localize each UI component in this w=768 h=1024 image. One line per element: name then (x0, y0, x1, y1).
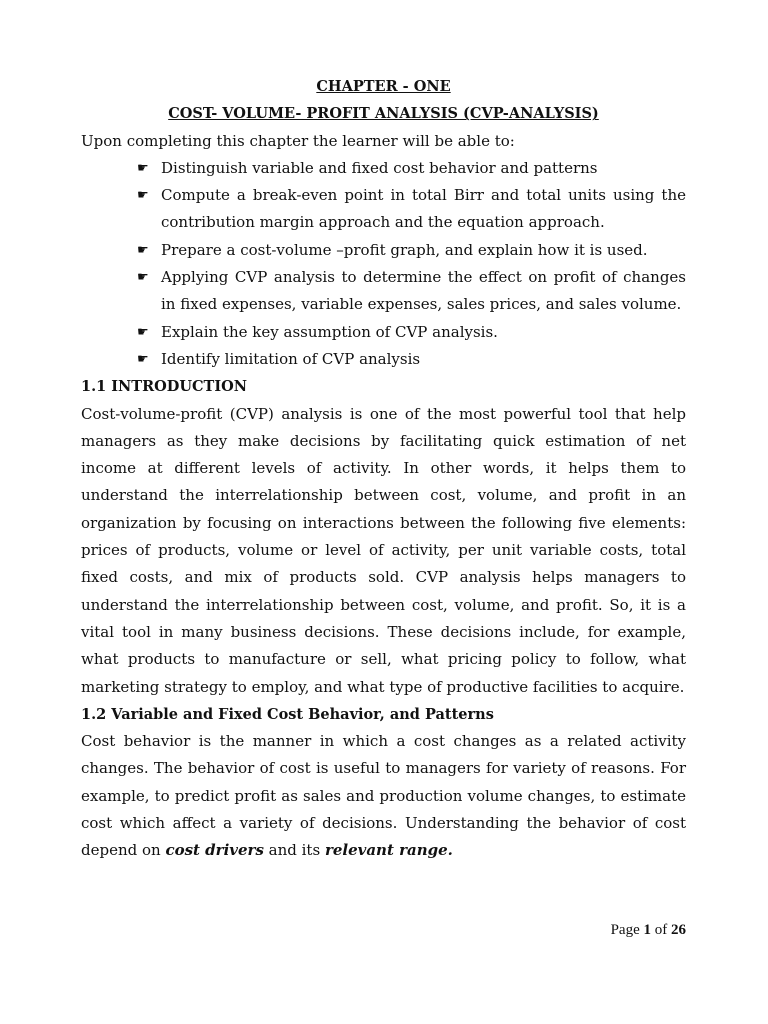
introduction-paragraph: Cost-volume-profit (CVP) analysis is one of the most powerful tool that help managers as they make decisions by facilitating quick estimation of net income at different levels of activity. In other words, it helps them to understand the interrelationship between cost, volume, and profit in an organization by focusing on interactions between the following five elements: prices of products, volume or level of activity, per unit variable costs, total fixed costs, and mix of products sold. CVP analysis helps managers to understand the interrelationship between cost, volume, and profit. So, it is a vital tool in many business decisions. These decisions include, for example, what products to manufacture or sell, what pricing policy to follow, what marketing strategy to employ, and what type of productive facilities to acquire. (81, 404, 686, 696)
page-number (611, 922, 686, 939)
hand-pointer-icon: ☛ (137, 324, 149, 340)
cost-behavior-text: Cost behavior is the manner in which a cost changes as a related activity changes. The behavior of cost is useful to managers for variety of reasons. For example, to predict profit as sales and production volume changes, to estimate cost which affect a variety of decisions. Understanding the behavior of cost depend on (81, 732, 686, 860)
objective-text: Compute a break-even point in total Birr and total units using the contribution margin approach and the equation approach. (161, 186, 686, 232)
hand-pointer-icon: ☛ (137, 188, 149, 204)
objective-text: Identify limitation of CVP analysis (161, 349, 421, 368)
hand-pointer-icon: ☛ (137, 160, 149, 176)
hand-pointer-icon: ☛ (137, 270, 149, 286)
page-of-label: of (651, 922, 671, 938)
term-relevant-range: relevant range. (324, 841, 453, 860)
objectives-list (81, 155, 686, 373)
objective-text: Distinguish variable and fixed cost behavior and patterns (161, 158, 598, 177)
objective-item (137, 155, 686, 182)
term-cost-drivers: cost drivers (165, 841, 264, 860)
objective-text: Applying CVP analysis to determine the effect on profit of changes in fixed expenses, variable expenses, sales prices, and sales volume. (161, 268, 686, 314)
objective-item (137, 264, 686, 319)
page-total: 26 (671, 922, 686, 938)
objective-text: Explain the key assumption of CVP analysis. (161, 322, 498, 341)
page-current: 1 (643, 922, 651, 938)
objective-item (137, 319, 686, 346)
page-label: Page (610, 922, 644, 938)
chapter-heading: CHAPTER - ONE (316, 78, 451, 95)
objectives-lead: Upon completing this chapter the learner will be able to: (81, 131, 515, 150)
document-body (81, 73, 686, 865)
hand-pointer-icon: ☛ (137, 242, 149, 258)
objective-item (137, 237, 686, 264)
cost-behavior-connector: and its (263, 841, 325, 860)
objective-item (137, 346, 686, 373)
section-heading-cost-behavior: 1.2 Variable and Fixed Cost Behavior, and Patterns (81, 705, 494, 723)
objective-item (137, 182, 686, 237)
cost-behavior-paragraph (81, 728, 686, 864)
objective-text: Prepare a cost-volume –profit graph, and explain how it is used. (161, 240, 648, 259)
chapter-title: COST- VOLUME- PROFIT ANALYSIS (CVP-ANALYSIS) (168, 105, 599, 123)
hand-pointer-icon: ☛ (137, 351, 149, 367)
section-heading-introduction: 1.1 INTRODUCTION (81, 378, 247, 396)
